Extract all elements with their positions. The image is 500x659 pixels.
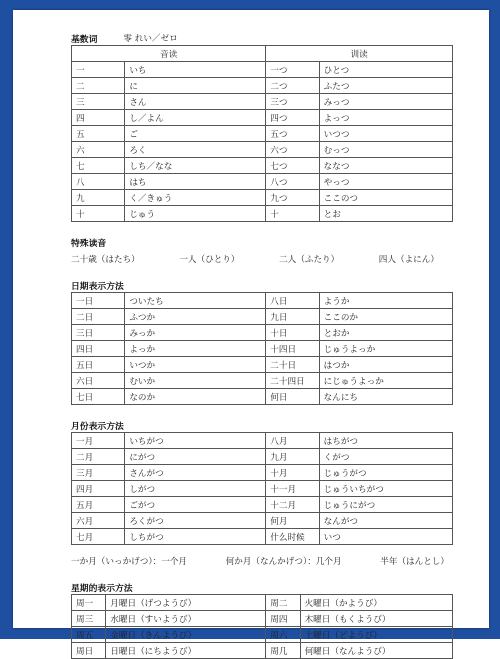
table-cell: 九日 bbox=[266, 309, 319, 325]
table-cell: 九 bbox=[72, 190, 125, 206]
table-cell: 二月 bbox=[72, 449, 125, 465]
table-cell: 三つ bbox=[266, 94, 319, 110]
table-cell: いつつ bbox=[319, 126, 452, 142]
table-cell: ろくがつ bbox=[125, 513, 266, 529]
table-cell: 三日 bbox=[72, 325, 125, 341]
dates-table bbox=[71, 292, 453, 405]
table-cell: 四月 bbox=[72, 481, 125, 497]
table-cell: 何曜日（なんようび） bbox=[300, 643, 452, 659]
table-cell: 何月 bbox=[266, 513, 319, 529]
table-row bbox=[72, 158, 453, 174]
table-cell: 日曜日（にちようび） bbox=[106, 643, 266, 659]
special-heading: 特殊读音 bbox=[71, 239, 107, 249]
table-cell: しがつ bbox=[125, 481, 266, 497]
special-item: 一人（ひとり） bbox=[179, 255, 240, 265]
table-cell: し／よん bbox=[125, 110, 266, 126]
table-cell: 一月 bbox=[72, 433, 125, 449]
table-cell: なのか bbox=[125, 389, 266, 405]
table-cell: く／きゅう bbox=[125, 190, 266, 206]
col-on-reading: 音读 bbox=[72, 46, 266, 62]
table-cell: 水曜日（すいようび） bbox=[106, 611, 266, 627]
table-cell: 五 bbox=[72, 126, 125, 142]
table-cell: 一日 bbox=[72, 293, 125, 309]
months-table bbox=[71, 432, 453, 545]
table-cell: いち bbox=[125, 62, 266, 78]
table-cell: じゅう bbox=[125, 206, 266, 222]
table-row bbox=[72, 142, 453, 158]
table-row bbox=[72, 465, 453, 481]
table-cell: 金曜日（きんようび） bbox=[106, 627, 266, 643]
table-cell: 七月 bbox=[72, 529, 125, 545]
table-cell: 月曜日（げつようび） bbox=[106, 595, 266, 611]
table-cell: 什么时候 bbox=[266, 529, 319, 545]
table-cell: よっつ bbox=[319, 110, 452, 126]
table-cell: いつか bbox=[125, 357, 266, 373]
table-cell: 六つ bbox=[266, 142, 319, 158]
table-cell: 十二月 bbox=[266, 497, 319, 513]
table-cell: はちがつ bbox=[319, 433, 452, 449]
table-cell: 一 bbox=[72, 62, 125, 78]
table-row bbox=[72, 293, 453, 309]
table-cell: ふつか bbox=[125, 309, 266, 325]
table-cell: なんがつ bbox=[319, 513, 452, 529]
special-item: 四人（よにん） bbox=[378, 255, 439, 265]
table-cell: 五つ bbox=[266, 126, 319, 142]
table-cell: 六日 bbox=[72, 373, 125, 389]
col-kun-reading: 训读 bbox=[266, 46, 453, 62]
table-row bbox=[72, 497, 453, 513]
table-cell: いつ bbox=[319, 529, 452, 545]
special-items bbox=[71, 253, 453, 265]
month-note: 一か月（いっかげつ）：一个月 bbox=[71, 557, 188, 567]
table-cell: 八つ bbox=[266, 174, 319, 190]
table-cell: じゅういちがつ bbox=[319, 481, 452, 497]
table-row bbox=[72, 481, 453, 497]
table-cell: はつか bbox=[319, 357, 452, 373]
table-cell: とお bbox=[319, 206, 452, 222]
table-cell: やっつ bbox=[319, 174, 452, 190]
table-cell: いちがつ bbox=[125, 433, 266, 449]
months-section bbox=[71, 419, 453, 567]
table-cell: 周一 bbox=[72, 595, 106, 611]
table-cell: 十 bbox=[266, 206, 319, 222]
table-cell: 周几 bbox=[266, 643, 300, 659]
table-row bbox=[72, 325, 453, 341]
numbers-header bbox=[71, 32, 453, 45]
table-cell: 何日 bbox=[266, 389, 319, 405]
table-cell: ろく bbox=[125, 142, 266, 158]
table-row bbox=[72, 78, 453, 94]
table-cell: 火曜日（かようび） bbox=[300, 595, 452, 611]
weekdays-table bbox=[71, 594, 453, 659]
table-cell: はち bbox=[125, 174, 266, 190]
table-cell: 周六 bbox=[266, 627, 300, 643]
table-cell: 七 bbox=[72, 158, 125, 174]
table-row bbox=[72, 206, 453, 222]
numbers-table bbox=[71, 45, 453, 222]
table-cell: ひとつ bbox=[319, 62, 452, 78]
table-cell: じゅうにがつ bbox=[319, 497, 452, 513]
table-row bbox=[72, 389, 453, 405]
table-cell: にじゅうよっか bbox=[319, 373, 452, 389]
table-row bbox=[72, 373, 453, 389]
table-cell: 五日 bbox=[72, 357, 125, 373]
table-cell: にがつ bbox=[125, 449, 266, 465]
table-cell: に bbox=[125, 78, 266, 94]
table-cell: 四つ bbox=[266, 110, 319, 126]
table-cell: 十日 bbox=[266, 325, 319, 341]
table-row bbox=[72, 94, 453, 110]
table-row bbox=[72, 611, 453, 627]
table-cell: みっつ bbox=[319, 94, 452, 110]
table-cell: むいか bbox=[125, 373, 266, 389]
table-row bbox=[72, 513, 453, 529]
table-cell: ここのか bbox=[319, 309, 452, 325]
table-cell: 十 bbox=[72, 206, 125, 222]
table-cell: ついたち bbox=[125, 293, 266, 309]
special-item: 二人（ふたり） bbox=[279, 255, 340, 265]
table-cell: むっつ bbox=[319, 142, 452, 158]
table-cell: 五月 bbox=[72, 497, 125, 513]
table-cell: 七つ bbox=[266, 158, 319, 174]
table-cell: 木曜日（もくようび） bbox=[300, 611, 452, 627]
table-cell: みっか bbox=[125, 325, 266, 341]
table-cell: なんにち bbox=[319, 389, 452, 405]
weekdays-section bbox=[71, 581, 453, 659]
table-cell: 十四日 bbox=[266, 341, 319, 357]
table-row bbox=[72, 627, 453, 643]
table-cell: 七日 bbox=[72, 389, 125, 405]
table-cell: さんがつ bbox=[125, 465, 266, 481]
table-cell: 二日 bbox=[72, 309, 125, 325]
numbers-heading: 基数词 bbox=[71, 35, 98, 45]
table-cell: 二十日 bbox=[266, 357, 319, 373]
table-cell: しち／なな bbox=[125, 158, 266, 174]
table-row bbox=[72, 174, 453, 190]
table-cell: 八月 bbox=[266, 433, 319, 449]
table-row bbox=[72, 126, 453, 142]
table-cell: ななつ bbox=[319, 158, 452, 174]
table-cell: ようか bbox=[319, 293, 452, 309]
table-cell: 二つ bbox=[266, 78, 319, 94]
table-cell: 九つ bbox=[266, 190, 319, 206]
table-cell: 二十四日 bbox=[266, 373, 319, 389]
table-cell: じゅうがつ bbox=[319, 465, 452, 481]
months-heading: 月份表示方法 bbox=[71, 422, 124, 432]
table-cell: 周二 bbox=[266, 595, 300, 611]
table-cell: ご bbox=[125, 126, 266, 142]
table-cell: 一つ bbox=[266, 62, 319, 78]
table-row bbox=[72, 433, 453, 449]
table-cell: ここのつ bbox=[319, 190, 452, 206]
table-row bbox=[72, 643, 453, 659]
table-row bbox=[72, 309, 453, 325]
table-cell: 四 bbox=[72, 110, 125, 126]
document-page bbox=[13, 10, 489, 657]
table-row bbox=[72, 449, 453, 465]
document-content bbox=[71, 34, 453, 659]
table-cell: 四日 bbox=[72, 341, 125, 357]
dates-section bbox=[71, 279, 453, 405]
table-row bbox=[72, 529, 453, 545]
table-cell: とおか bbox=[319, 325, 452, 341]
table-cell: 三 bbox=[72, 94, 125, 110]
table-cell: 八 bbox=[72, 174, 125, 190]
zero-reading: 零 れい／ゼロ bbox=[123, 34, 178, 44]
table-cell: 六 bbox=[72, 142, 125, 158]
table-cell: 周日 bbox=[72, 643, 106, 659]
table-row bbox=[72, 190, 453, 206]
special-section bbox=[71, 236, 453, 265]
table-cell: 十月 bbox=[266, 465, 319, 481]
table-cell: 周三 bbox=[72, 611, 106, 627]
table-row bbox=[72, 341, 453, 357]
table-row bbox=[72, 357, 453, 373]
month-note: 半年（はんとし） bbox=[380, 557, 449, 567]
table-cell: じゅうよっか bbox=[319, 341, 452, 357]
table-cell: くがつ bbox=[319, 449, 452, 465]
table-row bbox=[72, 595, 453, 611]
table-cell: 土曜日（どようび） bbox=[300, 627, 452, 643]
months-notes bbox=[71, 555, 453, 567]
table-cell: 八日 bbox=[266, 293, 319, 309]
table-cell: 三月 bbox=[72, 465, 125, 481]
dates-heading: 日期表示方法 bbox=[71, 282, 124, 292]
table-cell: しちがつ bbox=[125, 529, 266, 545]
table-row bbox=[72, 110, 453, 126]
special-item: 二十歳（はたち） bbox=[71, 255, 140, 265]
table-cell: ごがつ bbox=[125, 497, 266, 513]
weekdays-heading: 星期的表示方法 bbox=[71, 584, 133, 594]
table-cell: 周五 bbox=[72, 627, 106, 643]
table-cell: ふたつ bbox=[319, 78, 452, 94]
table-cell: 十一月 bbox=[266, 481, 319, 497]
table-cell: さん bbox=[125, 94, 266, 110]
table-cell: 二 bbox=[72, 78, 125, 94]
table-cell: 九月 bbox=[266, 449, 319, 465]
table-cell: 六月 bbox=[72, 513, 125, 529]
month-note: 何か月（なんかげつ）：几个月 bbox=[225, 557, 342, 567]
numbers-header-row bbox=[72, 46, 453, 62]
table-row bbox=[72, 62, 453, 78]
table-cell: よっか bbox=[125, 341, 266, 357]
table-cell: 周四 bbox=[266, 611, 300, 627]
